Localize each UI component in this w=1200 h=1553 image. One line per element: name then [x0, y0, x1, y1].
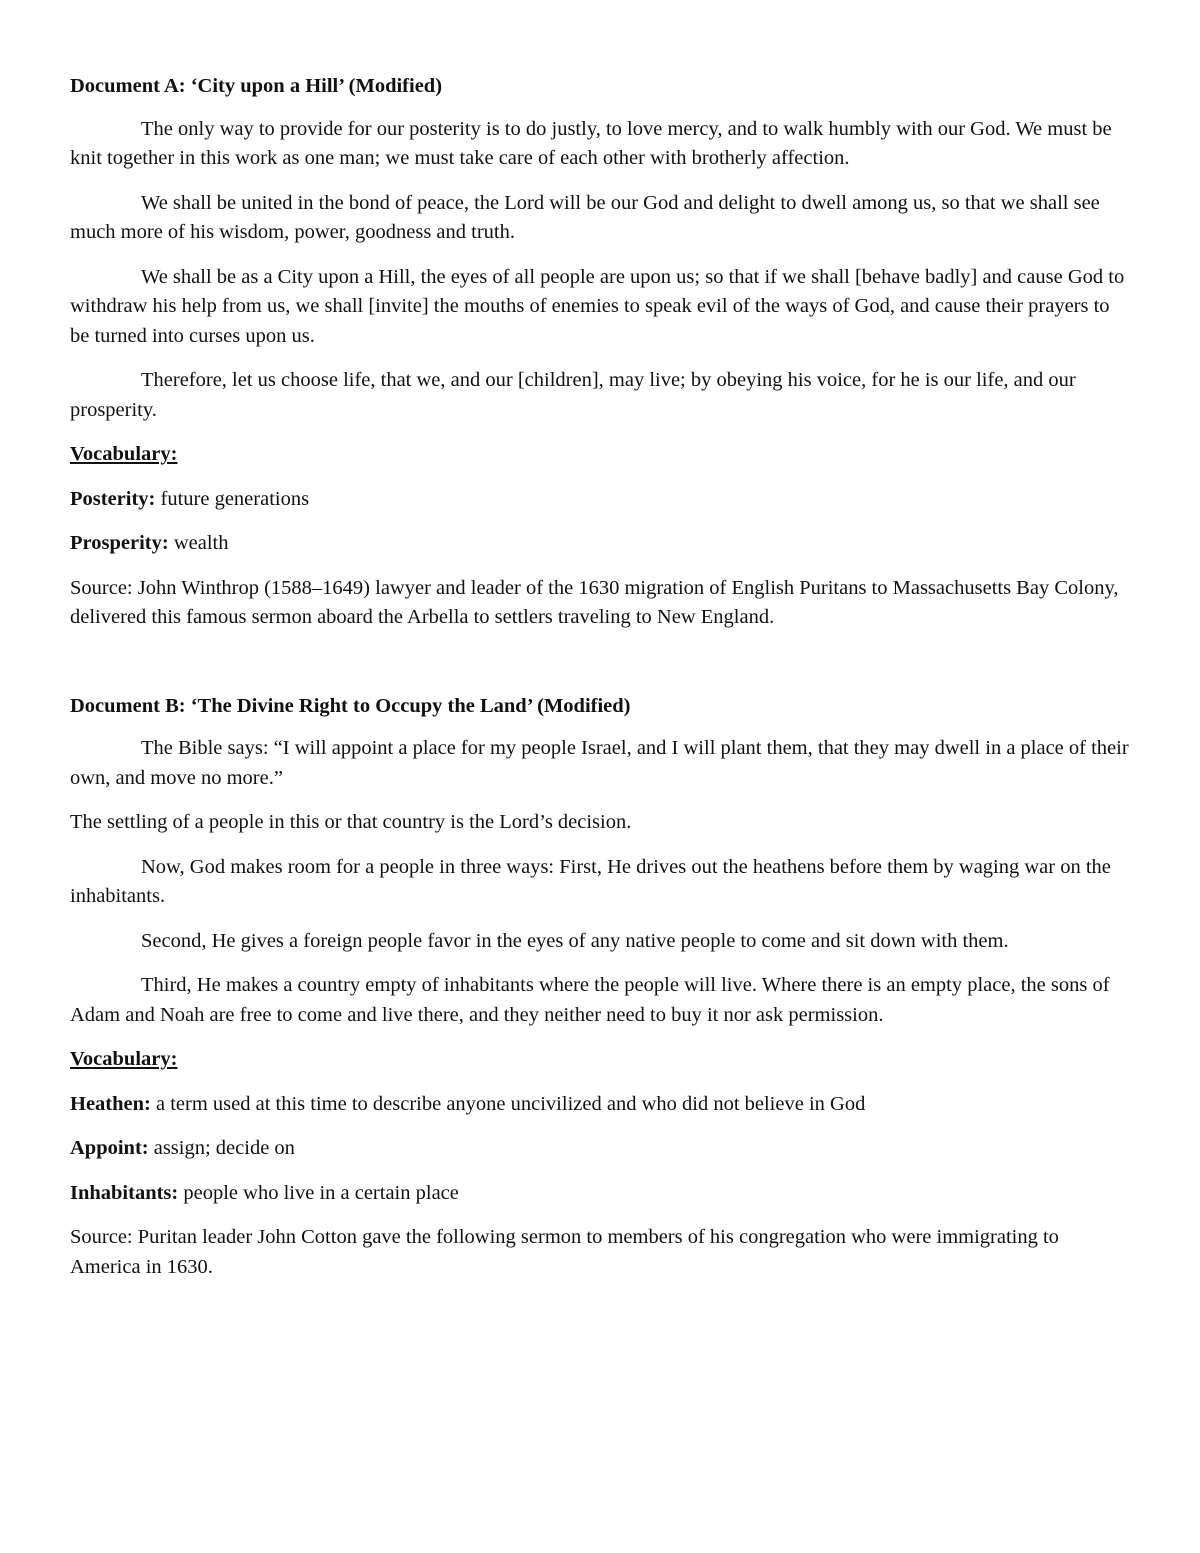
document-b-paragraph-3: Now, God makes room for a people in three ways: First, He drives out the heathens before them by waging war on the inhabitants.	[70, 855, 1111, 907]
vocab-definition: a term used at this time to describe anyone uncivilized and who did not believe in God	[150, 1092, 866, 1115]
document-b-vocab-item	[70, 1090, 1132, 1120]
vocab-definition: future generations	[155, 487, 310, 510]
document-a-title: Document A: ‘City upon a Hill’ (Modified)	[70, 75, 443, 97]
section-divider-space	[70, 648, 1132, 692]
document-b-paragraph-4: Second, He gives a foreign people favor in the eyes of any native people to come and sit down with them.	[141, 929, 1009, 952]
vocab-definition: wealth	[168, 532, 229, 554]
vocab-definition: people who live in a certain place	[178, 1181, 459, 1204]
document-a-paragraph-2: We shall be united in the bond of peace, the Lord will be our God and delight to dwell among us, so that we shall see much more of his wisdom, power, goodness and truth.	[70, 191, 1100, 243]
document-b-title: Document B: ‘The Divine Right to Occupy the Land’ (Modified)	[70, 694, 631, 717]
document-a-vocab-item	[70, 529, 1132, 559]
vocab-term: Posterity:	[70, 487, 156, 510]
vocab-term: Heathen:	[70, 1092, 151, 1115]
document-b-section	[70, 692, 1132, 1283]
document-a-vocabulary-title: Vocabulary:	[70, 443, 178, 465]
document-b-vocab-item	[70, 1179, 1132, 1209]
document-page	[70, 72, 1132, 1297]
document-a-paragraph-3: We shall be as a City upon a Hill, the eyes of all people are upon us; so that if we shall [behave badly] and cause God to withdraw his help from us, we shall [invite] the mouths of enemies to speak evil of the ways of God, and cause their prayers to be turned into curses upon us.	[70, 265, 1125, 347]
vocab-definition: assign; decide on	[148, 1137, 295, 1159]
document-a-section	[70, 72, 1132, 633]
document-b-paragraph-1: The Bible says: “I will appoint a place for my people Israel, and I will plant them, that they may dwell in a place of their own, and move no more.”	[70, 737, 1129, 789]
document-b-source: Source: Puritan leader John Cotton gave the following sermon to members of his congregation who were immigrating to America in 1630.	[70, 1226, 1059, 1278]
document-a-paragraph-1: The only way to provide for our posterity is to do justly, to love mercy, and to walk humbly with our God. We must be knit together in this work as one man; we must take care of each other with brotherly affection.	[70, 117, 1112, 169]
vocab-term: Prosperity:	[70, 532, 169, 554]
document-b-paragraph-5: Third, He makes a country empty of inhabitants where the people will live. Where there is an empty place, the sons of Adam and Noah are free to come and live there, and they neither need to buy it nor ask permission.	[70, 974, 1110, 1026]
document-a-vocab-item	[70, 485, 1132, 515]
document-a-source: Source: John Winthrop (1588–1649) lawyer and leader of the 1630 migration of English Puritans to Massachusetts Bay Colony, delivered this famous sermon aboard the Arbella to settlers traveling to New England.	[70, 576, 1119, 628]
document-b-paragraph-2: The settling of a people in this or that country is the Lord’s decision.	[70, 811, 632, 833]
vocab-term: Inhabitants:	[70, 1181, 179, 1204]
vocab-term: Appoint:	[70, 1137, 149, 1159]
document-a-paragraph-4: Therefore, let us choose life, that we, and our [children], may live; by obeying his voice, for he is our life, and our prosperity.	[70, 369, 1076, 421]
document-b-vocabulary-title: Vocabulary:	[70, 1048, 178, 1070]
document-b-vocab-item	[70, 1134, 1132, 1164]
